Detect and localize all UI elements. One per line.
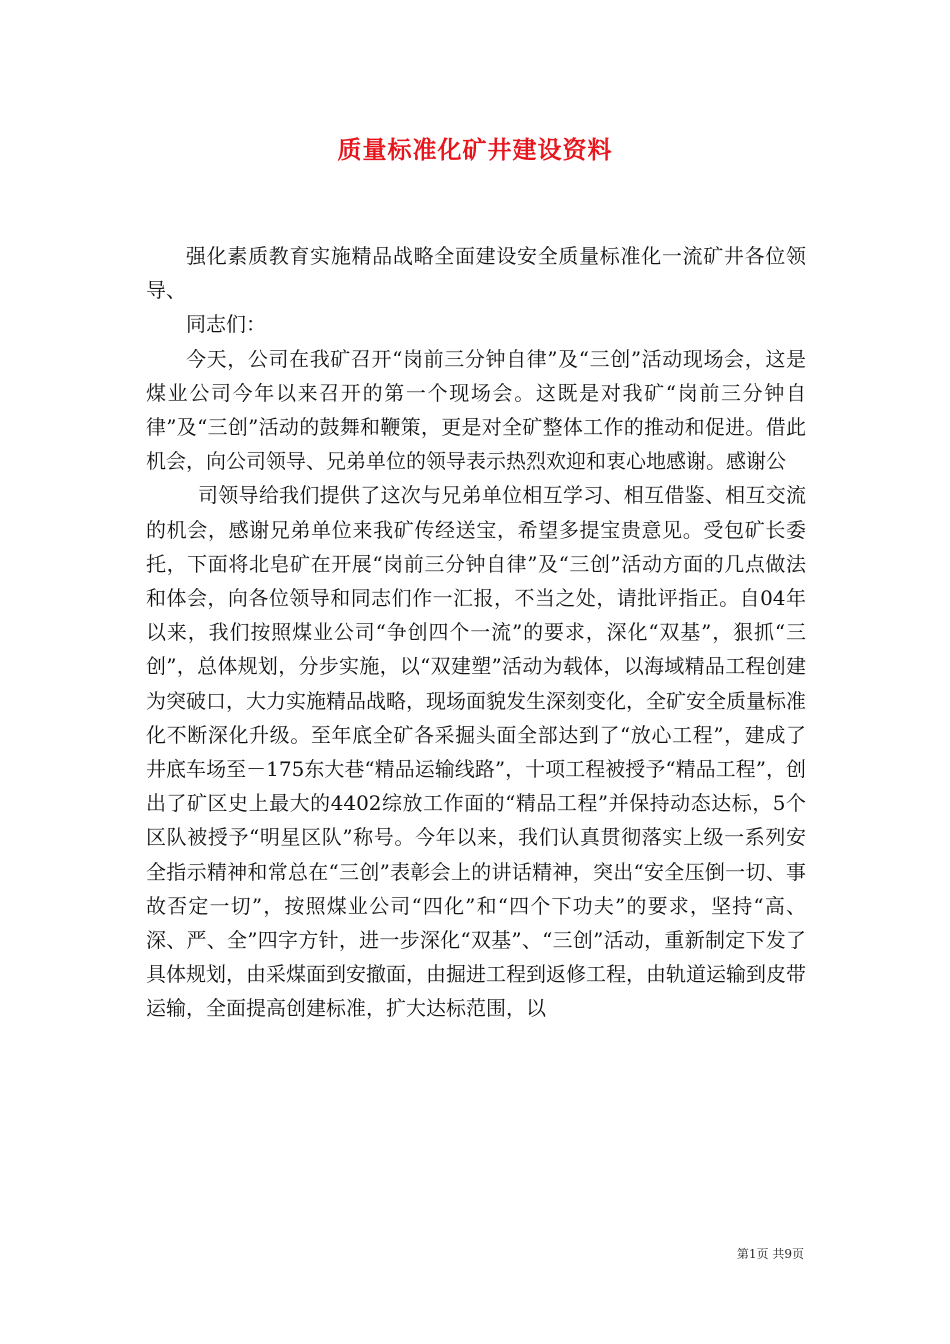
document-title: 质量标准化矿井建设资料: [337, 135, 613, 164]
paragraph-opening: 今天，公司在我矿召开“岗前三分钟自律”及“三创”活动现场会，这是煤业公司今年以来召开的第一个现场会。这既是对我矿“岗前三分钟自律”及“三创”活动的鼓舞和鞭策，更是对全矿整体工作的推动和促进。借此机会，向公司领导、兄弟单位的领导表示热烈欢迎和衷心地感谢。感谢公: [146, 346, 806, 474]
document-body: [146, 239, 806, 1026]
page-number-footer: 第1页 共9页: [736, 1247, 804, 1261]
paragraph-salutation: 同志们：: [186, 312, 266, 337]
paragraph-heading: 强化素质教育实施精品战略全面建设安全质量标准化一流矿井各位领导、: [146, 244, 806, 303]
paragraph-main: 司领导给我们提供了这次与兄弟单位相互学习、相互借鉴、相互交流的机会，感谢兄弟单位来我矿传经送宝，希望多提宝贵意见。受包矿长委托，下面将北皂矿在开展“岗前三分钟自律”及“三创”活动方面的几点做法和体会，向各位领导和同志们作一汇报，不当之处，请批评指正。自04年以来，我们按照煤业公司“争创四个一流”的要求，深化“双基”，狠抓“三创”，总体规划，分步实施，以“双建塑”活动为载体，以海域精品工程创建为突破口，大力实施精品战略，现场面貌发生深刻变化，全矿安全质量标准化不断深化升级。至年底全矿各采掘头面全部达到了“放心工程”，建成了井底车场至－175东大巷“精品运输线路”，十项工程被授予“精品工程”，创出了矿区史上最大的4402综放工作面的“精品工程”并保持动态达标，5个区队被授予“明星区队”称号。今年以来，我们认真贯彻落实上级一系列安全指示精神和常总在“三创”表彰会上的讲话精神，突出“安全压倒一切、事故否定一切”，按照煤业公司“四化”和“四个下功夫”的要求，坚持“高、深、严、全”四字方针，进一步深化“双基”、“三创”活动，重新制定下发了具体规划，由采煤面到安撤面，由掘进工程到返修工程，由轨道运输到皮带运输，全面提高创建标准，扩大达标范围，以: [146, 483, 806, 1021]
